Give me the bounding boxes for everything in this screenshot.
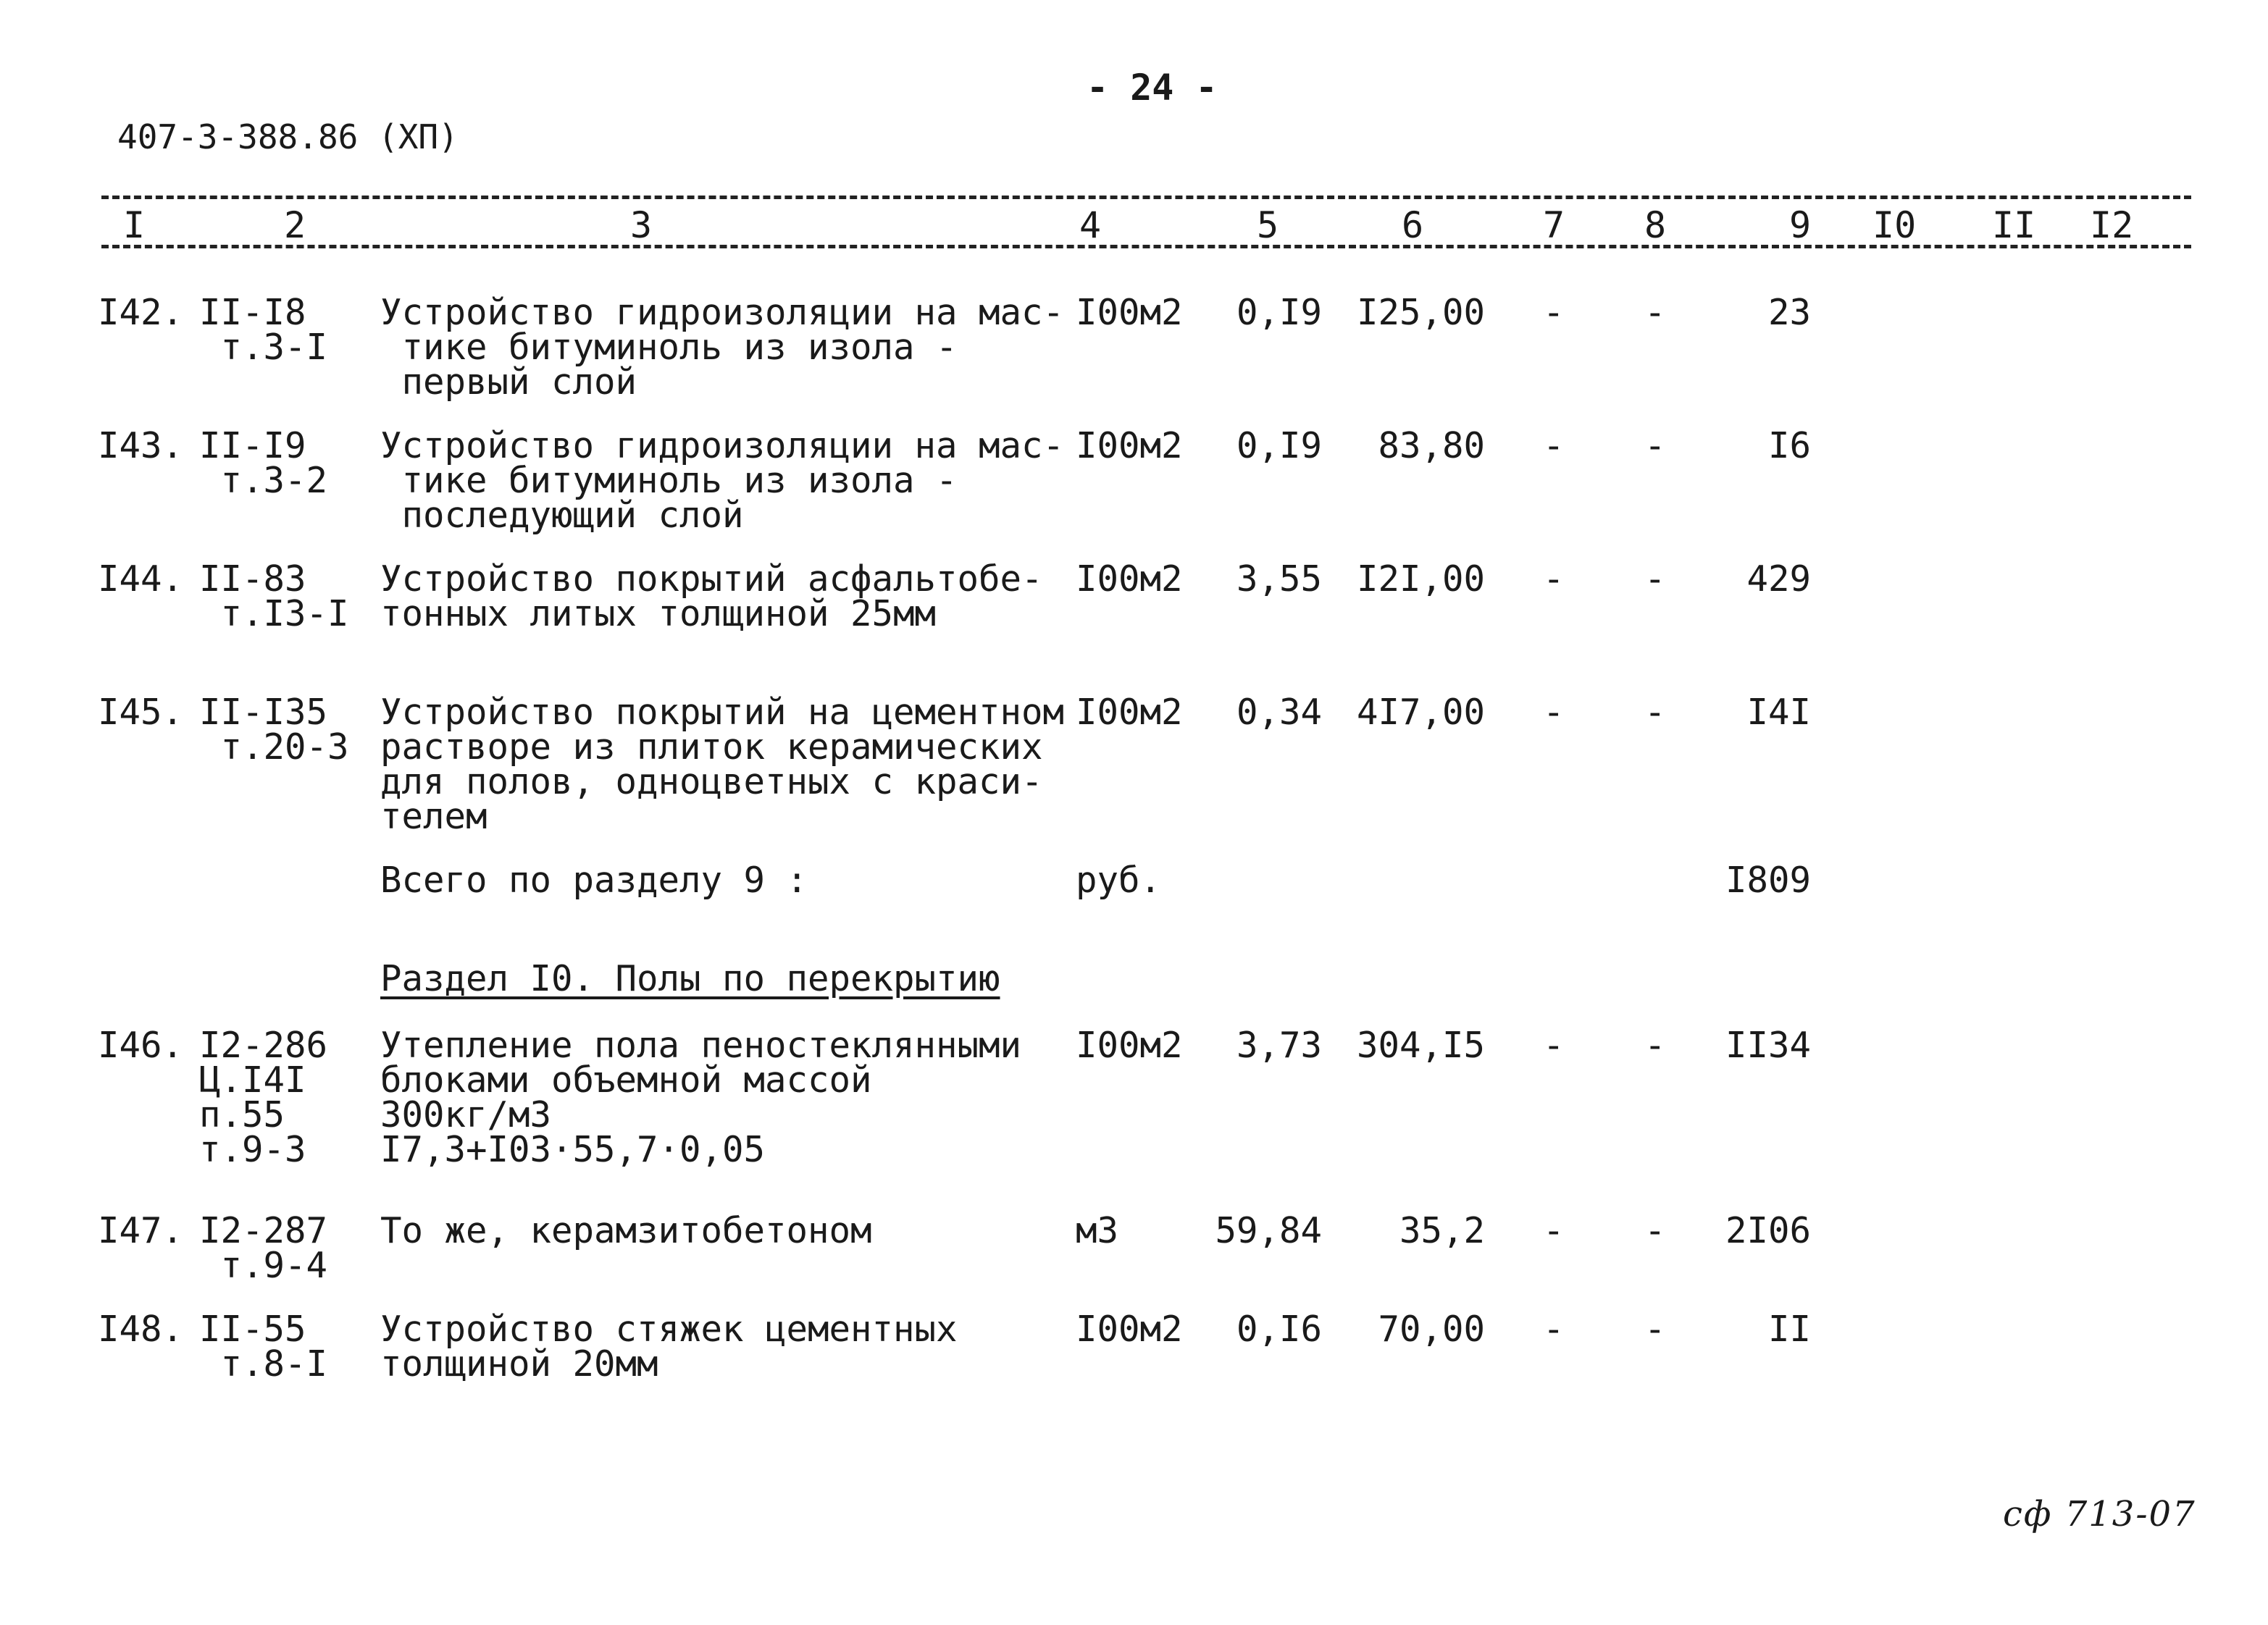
row-col8: - (1644, 692, 1666, 733)
row-number: I46. (98, 1025, 184, 1066)
row-code: I2-286 Ц.I4I п.55 т.9-3 (199, 1025, 328, 1170)
row-description: Устройство стяжек цементных толщиной 20мм (380, 1309, 958, 1385)
row-col7: - (1543, 1025, 1565, 1066)
row-unit-price: 4I7,00 (1356, 692, 1485, 733)
row-number: I43. (98, 425, 184, 466)
row-col8: - (1644, 1309, 1666, 1350)
column-header-10: I0 (1872, 204, 1917, 246)
row-total: I4I (1746, 692, 1811, 733)
row-number: I48. (98, 1309, 184, 1350)
row-col8: - (1644, 292, 1666, 333)
subtotal-total: I809 (1725, 860, 1811, 901)
row-col7: - (1543, 558, 1565, 600)
column-header-6: 6 (1402, 204, 1424, 246)
row-col8: - (1644, 1025, 1666, 1066)
row-col7: - (1543, 425, 1565, 466)
row-description: Устройство покрытий асфальтобе- тонных литых толщиной 25мм (380, 558, 1043, 634)
row-total: II34 (1725, 1025, 1811, 1066)
row-quantity: 0,I9 (1236, 292, 1322, 333)
row-unit: I00м2 (1076, 558, 1183, 600)
footer-stamp: сф 713-07 (2003, 1494, 2196, 1534)
row-col7: - (1543, 1309, 1565, 1350)
row-col8: - (1644, 1210, 1666, 1251)
row-quantity: 0,34 (1236, 692, 1322, 733)
row-quantity: 59,84 (1215, 1210, 1322, 1251)
subtotal-label: Всего по разделу 9 : (380, 860, 808, 901)
section-title: Раздел I0. Полы по перекрытию (380, 958, 1000, 999)
row-unit: I00м2 (1076, 425, 1183, 466)
table-header-rule (101, 245, 2191, 248)
column-header-11: II (1992, 204, 2036, 246)
row-code: I2-287 т.9-4 (199, 1210, 328, 1286)
row-unit-price: 70,00 (1378, 1309, 1485, 1350)
row-quantity: 3,73 (1236, 1025, 1322, 1066)
row-unit: I00м2 (1076, 1309, 1183, 1350)
row-col8: - (1644, 558, 1666, 600)
row-code: II-I8 т.3-I (199, 292, 328, 368)
row-unit-price: 83,80 (1378, 425, 1485, 466)
row-number: I45. (98, 692, 184, 733)
row-unit: м3 (1076, 1210, 1119, 1251)
column-header-4: 4 (1079, 204, 1102, 246)
row-unit: I00м2 (1076, 692, 1183, 733)
row-unit-price: 35,2 (1399, 1210, 1485, 1251)
row-number: I44. (98, 558, 184, 600)
row-unit-price: I2I,00 (1356, 558, 1485, 600)
row-total: 2I06 (1725, 1210, 1811, 1251)
row-col7: - (1543, 692, 1565, 733)
column-header-5: 5 (1257, 204, 1279, 246)
column-header-1: I (123, 204, 146, 246)
subtotal-unit: руб. (1076, 860, 1162, 901)
row-quantity: 0,I6 (1236, 1309, 1322, 1350)
row-col7: - (1543, 292, 1565, 333)
row-col8: - (1644, 425, 1666, 466)
row-code: II-83 т.I3-I (199, 558, 349, 634)
row-number: I47. (98, 1210, 184, 1251)
row-unit-price: I25,00 (1356, 292, 1485, 333)
row-unit-price: 304,I5 (1356, 1025, 1485, 1066)
column-header-8: 8 (1644, 204, 1667, 246)
column-header-12: I2 (2090, 204, 2134, 246)
row-unit: I00м2 (1076, 1025, 1183, 1066)
column-header-2: 2 (284, 204, 306, 246)
row-quantity: 0,I9 (1236, 425, 1322, 466)
row-col7: - (1543, 1210, 1565, 1251)
row-code: II-I35 т.20-3 (199, 692, 349, 768)
document-code: 407-3-388.86 (ХП) (117, 117, 459, 156)
row-quantity: 3,55 (1236, 558, 1322, 600)
row-total: II (1767, 1309, 1811, 1350)
column-header-9: 9 (1789, 204, 1812, 246)
row-description: Устройство покрытий на цементном растворе из плиток керамических для полов, одноцветных с краси- телем (380, 692, 1065, 837)
row-total: I6 (1767, 425, 1811, 466)
row-code: II-55 т.8-I (199, 1309, 328, 1385)
row-description: Утепление пола пеностеклянными блоками объемной массой 300кг/м3 I7,3+I03·55,7·0,05 (380, 1025, 1022, 1170)
table-top-rule (101, 196, 2191, 199)
row-code: II-I9 т.3-2 (199, 425, 328, 501)
row-total: 429 (1746, 558, 1811, 600)
column-header-7: 7 (1543, 204, 1565, 246)
row-description: То же, керамзитобетоном (380, 1210, 872, 1251)
row-total: 23 (1767, 292, 1811, 333)
column-header-3: 3 (630, 204, 653, 246)
row-description: Устройство гидроизоляции на мас- тике битуминоль из изола - первый слой (380, 292, 1065, 403)
row-number: I42. (98, 292, 184, 333)
page-number: - 24 - (1087, 67, 1218, 109)
row-description: Устройство гидроизоляции на мас- тике битуминоль из изола - последующий слой (380, 425, 1065, 536)
row-unit: I00м2 (1076, 292, 1183, 333)
